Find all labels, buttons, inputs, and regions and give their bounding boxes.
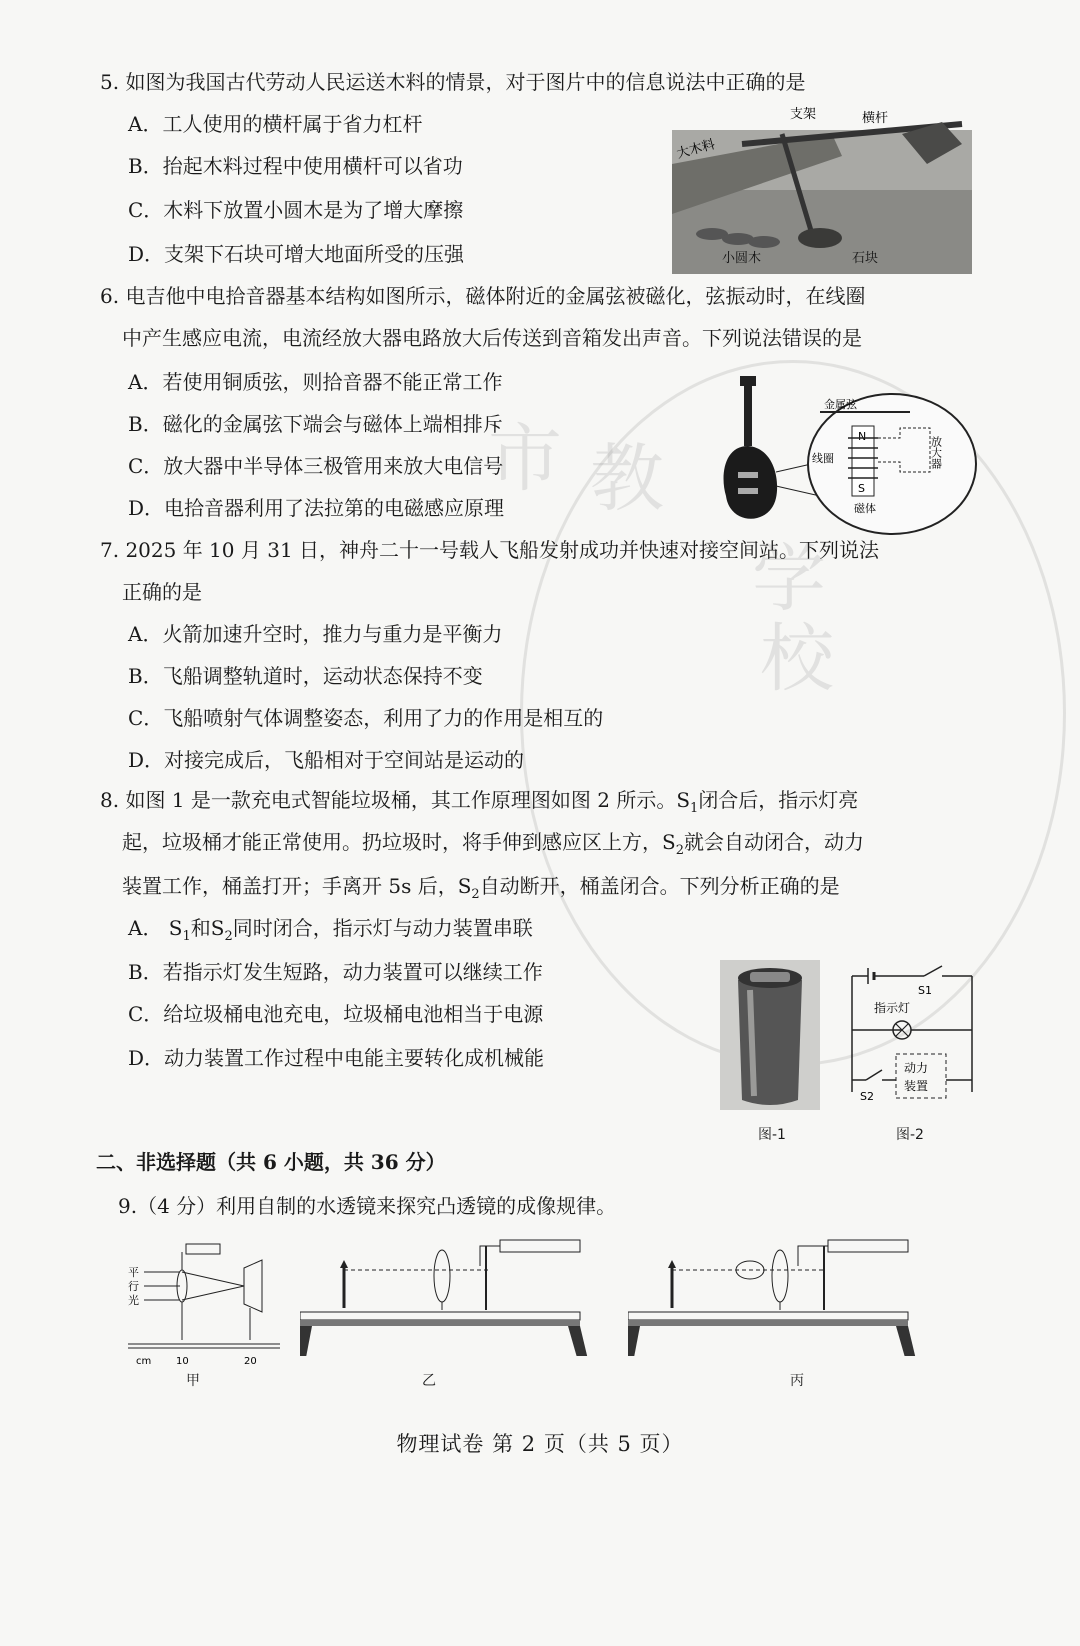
stamp-char: 教 [590, 436, 664, 522]
q5-label-timber: 大木料 [675, 137, 717, 162]
q8-stem-line3: 装置工作，桶盖打开；手离开 5s 后，$S_2$自动断开，桶盖闭合。下列分析正确的是 [122, 874, 840, 902]
q5-stem: 5. 如图为我国古代劳动人民运送木料的情景，对于图片中的信息说法中正确的是 [100, 70, 806, 94]
q5-timber-figure [672, 104, 972, 274]
q9-figure-c [628, 1236, 918, 1356]
page-footer: 物理试卷 第 2 页（共 5 页） [396, 1432, 684, 1456]
section-heading: 二、非选择题（共 6 小题，共 36 分） [96, 1150, 446, 1174]
q6-stem-line2: 中产生感应电流，电流经放大器电路放大后传送到音箱发出声音。下列说法错误的是 [122, 326, 862, 350]
q5-label-support: 支架 [790, 107, 817, 122]
q6-label-string: 金属弦 [824, 398, 857, 411]
q9-caption-b: 乙 [422, 1373, 436, 1389]
q5-option-b: B．抬起木料过程中使用横杆可以省功 [128, 154, 463, 178]
q9-label-parallel-3: 光 [128, 1294, 139, 1307]
stamp-char: 校 [760, 616, 834, 702]
q8-option-b: B．若指示灯发生短路，动力装置可以继续工作 [128, 960, 543, 984]
q8-label-s2: S2 [860, 1090, 874, 1103]
q6-option-d: D．电拾音器利用了法拉第的电磁感应原理 [128, 496, 505, 520]
q6-label-s: S [858, 482, 865, 495]
q9-label-parallel-2: 行 [128, 1280, 139, 1293]
q8-stem-line1: 8. 如图 1 是一款充电式智能垃圾桶，其工作原理图如图 2 所示。$S_1$闭合后，指示灯亮 [100, 788, 859, 816]
q6-option-a: A．若使用铜质弦，则拾音器不能正常工作 [128, 370, 503, 394]
stamp-char: 学 [752, 536, 826, 622]
q8-fig2-caption: 图-2 [896, 1127, 924, 1143]
q8-option-a: A． $S_1$和$S_2$同时闭合，指示灯与动力装置串联 [128, 916, 533, 944]
q9-label-parallel-1: 平 [128, 1266, 139, 1279]
q8-option-d: D．动力装置工作过程中电能主要转化成机械能 [128, 1046, 545, 1070]
q8-stem-line2: 起，垃圾桶才能正常使用。扔垃圾时，将手伸到感应区上方，$S_2$就会自动闭合，动力 [122, 830, 864, 858]
q9-label-tick-10: 10 [176, 1356, 189, 1367]
q9-stem: 9.（4 分）利用自制的水透镜来探究凸透镜的成像规律。 [118, 1194, 617, 1218]
q8-label-lamp: 指示灯 [874, 1001, 911, 1015]
q6-stem-line1: 6. 电吉他中电拾音器基本结构如图所示，磁体附近的金属弦被磁化，弦振动时，在线圈 [100, 284, 866, 308]
q8-trash-can-photo [720, 960, 820, 1110]
q9-label-tick-20: 20 [244, 1356, 257, 1367]
q9-caption-c: 丙 [790, 1373, 804, 1389]
q5-option-c: C．木料下放置小圆木是为了增大摩擦 [128, 198, 464, 222]
q5-label-stone: 石块 [852, 251, 879, 266]
q8-fig1-caption: 图-1 [758, 1127, 786, 1143]
q9-figure-b [300, 1236, 590, 1356]
q8-option-c: C．给垃圾桶电池充电，垃圾桶电池相当于电源 [128, 1002, 544, 1026]
q5-label-bar: 横杆 [862, 111, 889, 126]
q7-stem-line1: 7. 2025 年 10 月 31 日，神舟二十一号载人飞船发射成功并快速对接空间站。下列说法 [100, 538, 880, 562]
q7-option-a: A．火箭加速升空时，推力与重力是平衡力 [128, 622, 503, 646]
q6-pickup-figure [720, 376, 980, 536]
q9-figure-a [124, 1240, 284, 1390]
q6-option-c: C．放大器中半导体三极管用来放大电信号 [128, 454, 504, 478]
q7-stem-line2: 正确的是 [122, 580, 202, 604]
q8-label-motor-2: 装置 [904, 1079, 929, 1093]
q8-label-motor-1: 动力 [904, 1061, 929, 1075]
q7-option-c: C．飞船喷射气体调整姿态，利用了力的作用是相互的 [128, 706, 604, 730]
q6-label-amp: 放大器 [929, 436, 943, 469]
q7-option-d: D．对接完成后，飞船相对于空间站是运动的 [128, 748, 525, 772]
q5-option-a: A．工人使用的横杆属于省力杠杆 [128, 112, 423, 136]
q9-caption-a: 甲 [186, 1373, 200, 1389]
q9-label-cm: cm [136, 1356, 152, 1367]
q6-option-b: B．磁化的金属弦下端会与磁体上端相排斥 [128, 412, 503, 436]
q6-label-magnet: 磁体 [854, 502, 876, 515]
q7-option-b: B．飞船调整轨道时，运动状态保持不变 [128, 664, 483, 688]
q6-label-coil: 线圈 [812, 452, 834, 465]
q6-label-n: N [858, 430, 867, 443]
q5-option-d: D．支架下石块可增大地面所受的压强 [128, 242, 465, 266]
q8-circuit-diagram [842, 962, 982, 1112]
stamp-char: 市 [488, 416, 562, 502]
q5-label-logs: 小圆木 [722, 251, 762, 266]
q8-label-s1: S1 [918, 984, 932, 997]
